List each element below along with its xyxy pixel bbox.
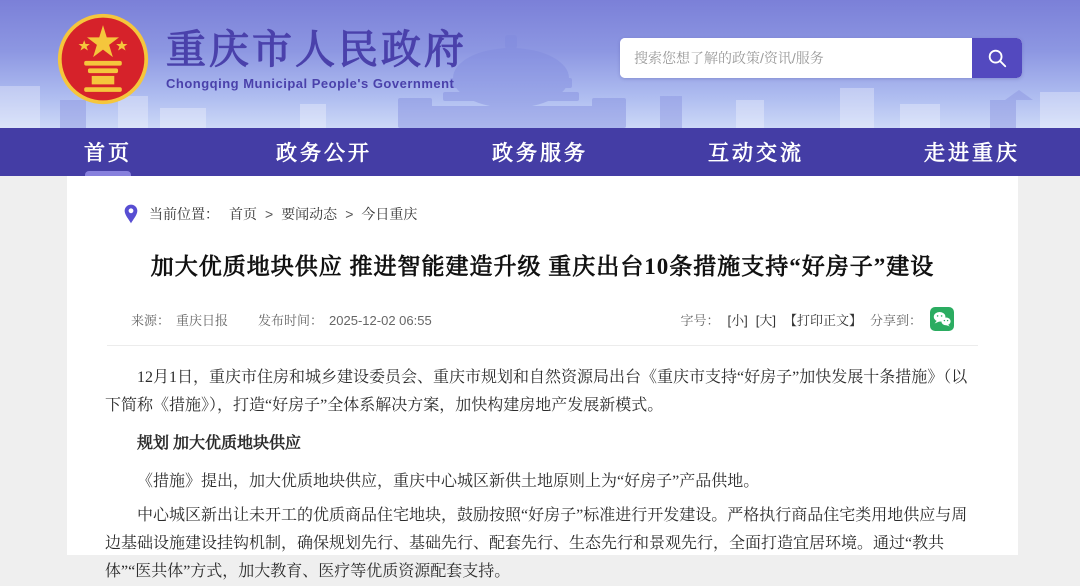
content-card <box>67 176 1018 580</box>
article-body <box>103 364 982 586</box>
nav-item-label: 走进重庆 <box>924 142 1020 165</box>
nav-item-home[interactable] <box>0 128 216 176</box>
article-meta-right <box>680 307 954 331</box>
wechat-share-icon[interactable] <box>930 307 954 331</box>
article-paragraph: 12月1日，重庆市住房和城乡建设委员会、重庆市规划和自然资源局出台《重庆市支持“好房子”加快发展十条措施》（以下简称《措施》），打造“好房子”全体系解决方案，加快构建房地产发展新模式。 <box>105 369 968 414</box>
font-larger-button[interactable]: [大] <box>755 312 776 328</box>
breadcrumb-item-home[interactable]: 首页 <box>229 206 257 222</box>
breadcrumb <box>123 204 982 224</box>
publish-time-label: 发布时间： <box>258 312 324 328</box>
source-label: 来源： <box>131 312 171 328</box>
nav-item-about-chongqing[interactable] <box>864 128 1080 176</box>
nav-item-label: 首页 <box>84 142 132 165</box>
breadcrumb-item-today-chongqing[interactable]: 今日重庆 <box>361 206 418 222</box>
nav-item-gov-affairs-open[interactable] <box>216 128 432 176</box>
font-size-label: 字号： <box>680 312 720 328</box>
print-article-button[interactable]: 【打印正文】 <box>783 312 862 328</box>
article-meta-row <box>103 307 982 331</box>
national-emblem-icon <box>56 12 150 106</box>
breadcrumb-item-news[interactable]: 要闻动态 <box>281 206 338 222</box>
share-label: 分享到： <box>869 312 922 328</box>
magnifier-icon <box>986 47 1008 69</box>
site-title: 重庆市人民政府 <box>166 27 467 72</box>
search-button[interactable] <box>972 38 1022 78</box>
article-paragraph: 中心城区新出让未开工的优质商品住宅地块，鼓励按照“好房子”标准进行开发建设。严格执行商品住宅类用地供应与周边基础设施建设挂钩机制，确保规划先行、基础先行、配套先行、生态先行和景观先行，全面打造宜居环境。通过“教共体”“医共体”方式，加大教育、医疗等优质资源配套支持。 <box>105 507 968 580</box>
location-pin-icon <box>123 204 139 224</box>
breadcrumb-label: 当前位置： <box>149 206 219 222</box>
breadcrumb-separator: > <box>265 206 274 222</box>
article-title: 加大优质地块供应 推进智能建造升级 重庆出台10条措施支持“好房子”建设 <box>150 254 935 279</box>
article-meta-left <box>131 310 438 329</box>
search-input[interactable] <box>620 38 972 78</box>
main-nav <box>0 128 1080 176</box>
site-subtitle: Chongqing Municipal People's Government <box>166 75 455 91</box>
site-title-block <box>166 28 467 91</box>
article-paragraph: 《措施》提出，加大优质地块供应，重庆中心城区新供土地原则上为“好房子”产品供地。 <box>137 473 760 490</box>
nav-item-label: 政务服务 <box>492 142 588 165</box>
site-header <box>0 0 1080 128</box>
site-logo-brand[interactable] <box>56 12 467 106</box>
nav-item-label: 政务公开 <box>276 142 372 165</box>
nav-item-label: 互动交流 <box>708 142 804 165</box>
nav-item-interaction[interactable] <box>648 128 864 176</box>
nav-item-gov-services[interactable] <box>432 128 648 176</box>
font-smaller-button[interactable]: [小] <box>727 312 748 328</box>
breadcrumb-separator: > <box>345 206 354 222</box>
source-value: 重庆日报 <box>176 312 229 328</box>
publish-time-value: 2025-12-02 06:55 <box>329 312 432 328</box>
meta-divider <box>107 345 978 346</box>
article-subheading: 规划 加大优质地块供应 <box>137 435 302 452</box>
search-bar <box>620 38 1022 78</box>
